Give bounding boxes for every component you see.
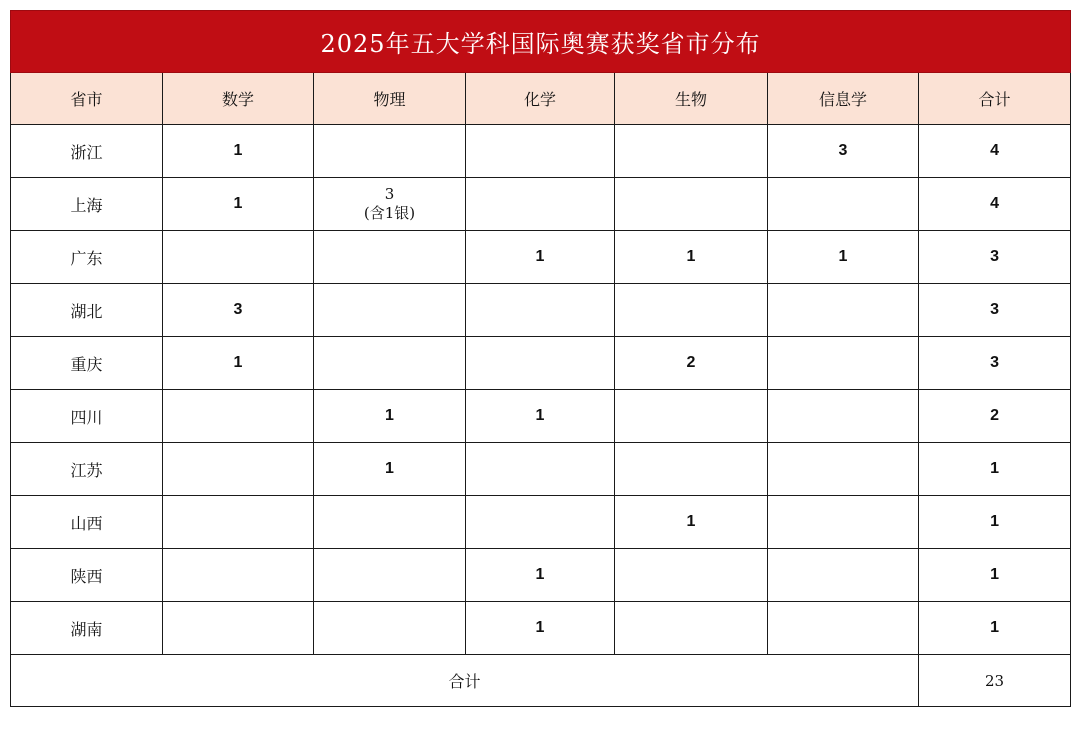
math-cell (163, 443, 314, 496)
province-cell: 湖南 (11, 602, 163, 655)
biology-cell (615, 390, 768, 443)
biology-cell (615, 602, 768, 655)
biology-cell (615, 125, 768, 178)
math-cell (163, 602, 314, 655)
header-province: 省市 (11, 73, 163, 125)
informatics-cell (768, 602, 919, 655)
biology-cell: 1 (615, 496, 768, 549)
chemistry-cell (466, 496, 615, 549)
province-cell: 陕西 (11, 549, 163, 602)
informatics-cell (768, 390, 919, 443)
chemistry-cell (466, 125, 615, 178)
header-row (11, 73, 1071, 125)
table-row (11, 284, 1071, 337)
total-cell: 1 (919, 602, 1071, 655)
math-cell (163, 390, 314, 443)
table-row (11, 231, 1071, 284)
award-table (10, 10, 1071, 707)
total-cell: 3 (919, 284, 1071, 337)
header-math: 数学 (163, 73, 314, 125)
informatics-cell (768, 284, 919, 337)
biology-cell (615, 549, 768, 602)
physics-cell (314, 284, 466, 337)
header-chemistry: 化学 (466, 73, 615, 125)
informatics-cell (768, 443, 919, 496)
chemistry-cell (466, 443, 615, 496)
province-cell: 广东 (11, 231, 163, 284)
physics-cell (314, 337, 466, 390)
math-cell: 1 (163, 125, 314, 178)
total-cell: 3 (919, 231, 1071, 284)
math-cell: 1 (163, 178, 314, 231)
math-cell: 3 (163, 284, 314, 337)
chemistry-cell (466, 284, 615, 337)
biology-cell (615, 443, 768, 496)
province-cell: 四川 (11, 390, 163, 443)
chemistry-cell: 1 (466, 602, 615, 655)
table-row (11, 549, 1071, 602)
province-cell: 上海 (11, 178, 163, 231)
total-cell: 4 (919, 178, 1071, 231)
informatics-cell: 1 (768, 231, 919, 284)
table-body (11, 125, 1071, 655)
chemistry-cell: 1 (466, 549, 615, 602)
informatics-cell (768, 496, 919, 549)
table-title: 2025年五大学科国际奥赛获奖省市分布 (11, 11, 1071, 73)
chemistry-cell: 1 (466, 231, 615, 284)
chemistry-cell: 1 (466, 390, 615, 443)
biology-cell (615, 284, 768, 337)
physics-cell (314, 496, 466, 549)
header-physics: 物理 (314, 73, 466, 125)
math-cell (163, 231, 314, 284)
chemistry-cell (466, 178, 615, 231)
physics-cell: 1 (314, 390, 466, 443)
physics-count: 3 (384, 185, 395, 203)
chemistry-cell (466, 337, 615, 390)
province-cell: 浙江 (11, 125, 163, 178)
header-total: 合计 (919, 73, 1071, 125)
physics-cell (314, 231, 466, 284)
physics-cell (314, 125, 466, 178)
province-cell: 湖北 (11, 284, 163, 337)
physics-note: (含1银) (363, 204, 416, 222)
table-row (11, 337, 1071, 390)
physics-cell: 1 (314, 443, 466, 496)
total-cell: 1 (919, 549, 1071, 602)
math-cell: 1 (163, 337, 314, 390)
biology-cell: 1 (615, 231, 768, 284)
province-cell: 重庆 (11, 337, 163, 390)
physics-cell (314, 549, 466, 602)
table-row (11, 496, 1071, 549)
biology-cell: 2 (615, 337, 768, 390)
physics-cell (314, 602, 466, 655)
physics-cell (314, 178, 466, 231)
footer-total: 23 (919, 655, 1071, 707)
math-cell (163, 549, 314, 602)
award-distribution-sheet (10, 10, 1070, 707)
footer-row (11, 655, 1071, 707)
total-cell: 2 (919, 390, 1071, 443)
table-row (11, 178, 1071, 231)
table-row (11, 443, 1071, 496)
informatics-cell: 3 (768, 125, 919, 178)
biology-cell (615, 178, 768, 231)
footer-label: 合计 (11, 655, 919, 707)
math-cell (163, 496, 314, 549)
total-cell: 1 (919, 496, 1071, 549)
table-row (11, 602, 1071, 655)
total-cell: 1 (919, 443, 1071, 496)
header-biology: 生物 (615, 73, 768, 125)
informatics-cell (768, 178, 919, 231)
province-cell: 江苏 (11, 443, 163, 496)
informatics-cell (768, 549, 919, 602)
total-cell: 4 (919, 125, 1071, 178)
table-row (11, 390, 1071, 443)
informatics-cell (768, 337, 919, 390)
header-informatics: 信息学 (768, 73, 919, 125)
table-row (11, 125, 1071, 178)
total-cell: 3 (919, 337, 1071, 390)
province-cell: 山西 (11, 496, 163, 549)
